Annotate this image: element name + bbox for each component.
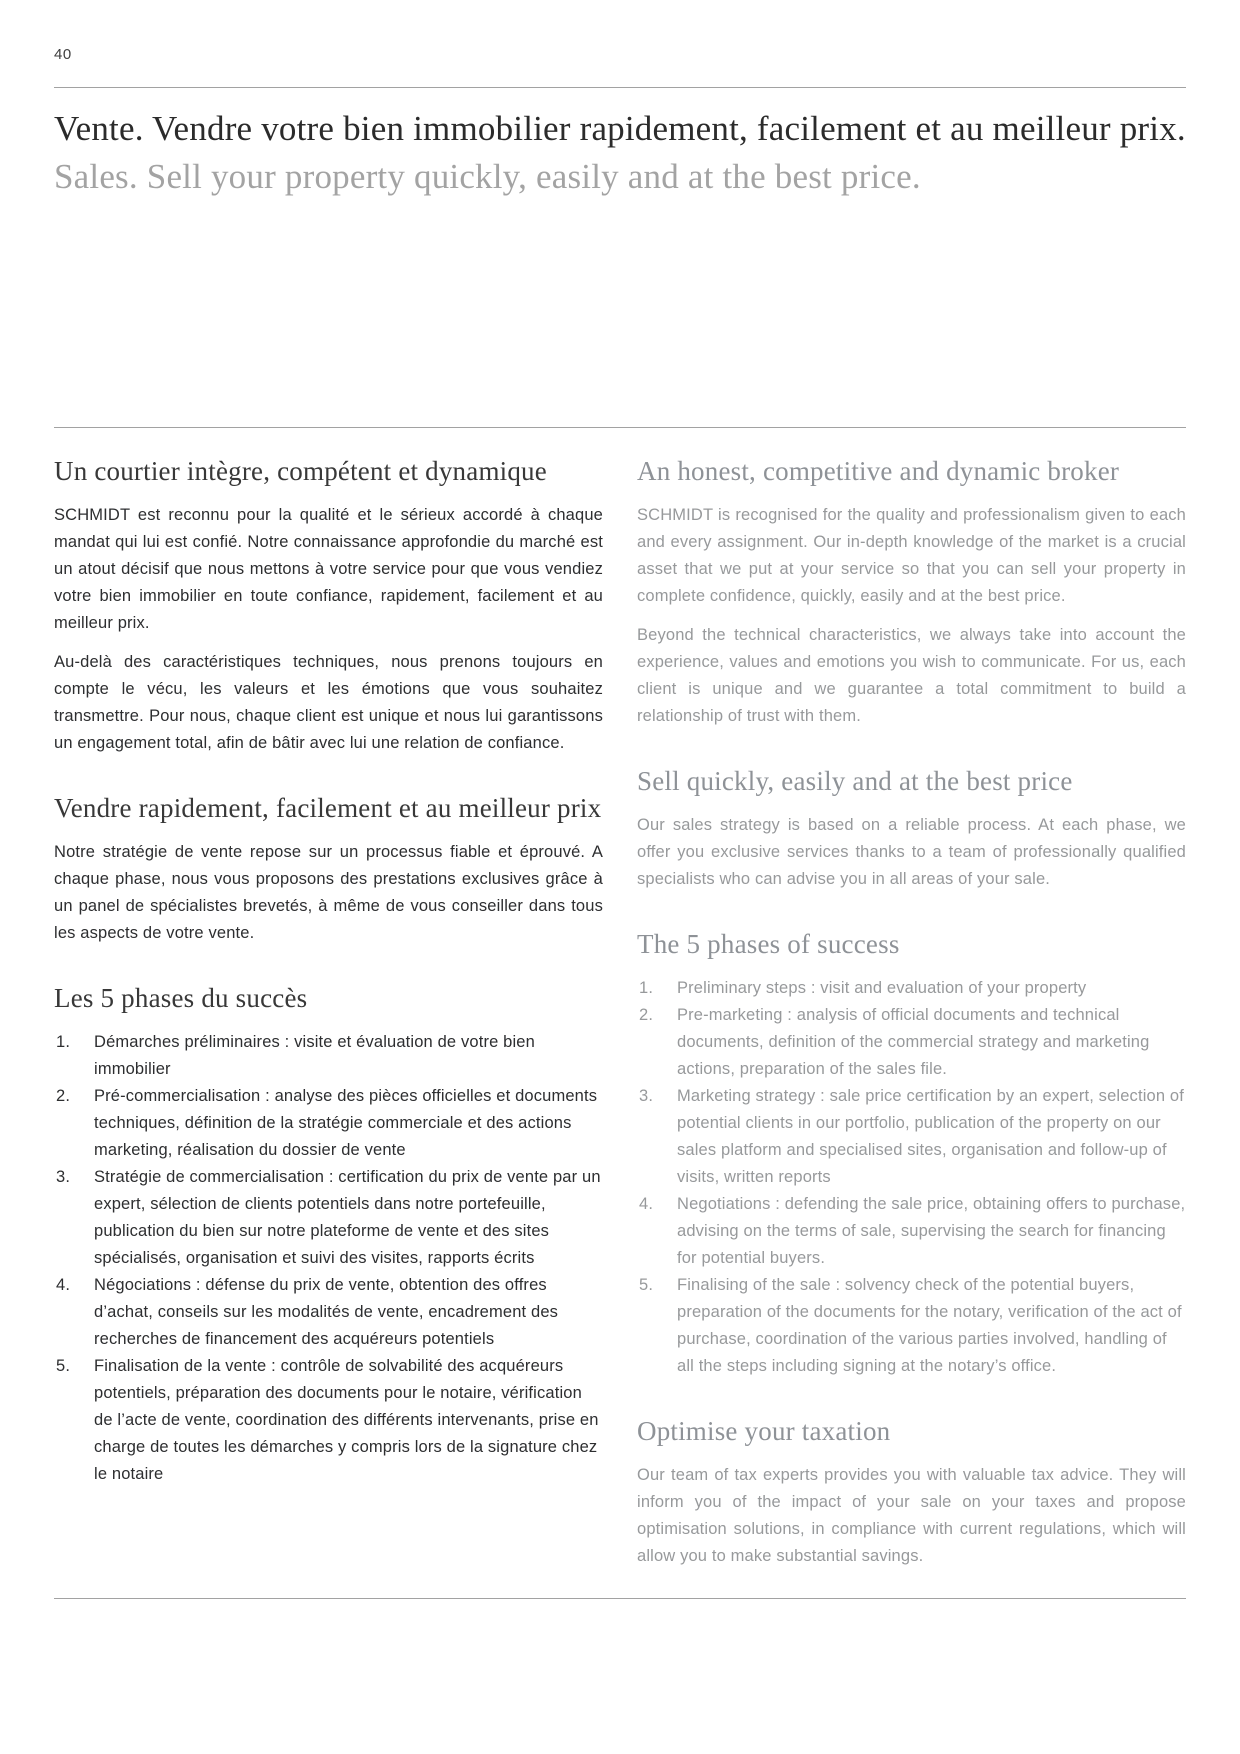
list-item-number: 1. — [56, 1033, 71, 1051]
list-item-text: Finalising of the sale : solvency check of the potential buyers, preparation of the documents for the notary, verification of the act of purchase, coordination of the various parties involved, handling of all the steps including signing at the notary’s office. — [677, 1276, 1182, 1375]
bottom-rule — [54, 1598, 1186, 1599]
list-item — [54, 1083, 603, 1164]
list-item-number: 5. — [639, 1276, 654, 1294]
divider-rule — [54, 427, 1186, 428]
paragraph: SCHMIDT is recognised for the quality and professionalism given to each and every assignment. Our in-depth knowledge of the market is a crucial asset that we put at your service so that you can sell your property in complete confidence, quickly, easily and at the best price. — [637, 506, 1186, 605]
list-item-number: 3. — [56, 1168, 71, 1186]
paragraph: Our team of tax experts provides you with valuable tax advice. They will inform you of the impact of your sale on your taxes and propose optimisation solutions, in compliance with current regulations, which will allow you to make substantial savings. — [637, 1466, 1186, 1565]
section-heading: Vendre rapidement, facilement et au meilleur prix — [54, 793, 602, 823]
list-item-text: Finalisation de la vente : contrôle de solvabilité des acquéreurs potentiels, préparation des documents pour le notaire, vérification de l’acte de vente, coordination des différents intervenants, prise en charge de toutes les démarches y compris lors de la signature chez le notaire — [94, 1357, 599, 1483]
top-rule — [54, 87, 1186, 88]
list-item-number: 4. — [56, 1276, 71, 1294]
section-broker-fr — [54, 454, 603, 757]
list-item-text: Stratégie de commercialisation : certification du prix de vente par un expert, sélection de clients potentiels dans notre portefeuille, publication du bien sur notre plateforme de vente et des sites spécialisés, organisation et suivi des visites, rapports écrits — [94, 1168, 601, 1267]
paragraph: Beyond the technical characteristics, we always take into account the experience, values and emotions you wish to communicate. For us, each client is unique and we guarantee a total commitment to build a relationship of trust with them. — [637, 626, 1186, 725]
section-taxation-en — [637, 1414, 1186, 1570]
list-item-text: Négociations : défense du prix de vente, obtention des offres d’achat, conseils sur les modalités de vente, encadrement des recherches de financement des acquéreurs potentiels — [94, 1276, 559, 1348]
list-item — [637, 1191, 1186, 1272]
section-sell-fr — [54, 791, 603, 947]
section-heading: An honest, competitive and dynamic broker — [637, 456, 1120, 486]
list-item-text: Pre-marketing : analysis of official documents and technical documents, definition of the commercial strategy and marketing actions, preparation of the sales file. — [677, 1006, 1150, 1078]
section-phases-fr — [54, 981, 603, 1488]
paragraph: Our sales strategy is based on a reliable process. At each phase, we offer you exclusive services thanks to a team of professionally qualified specialists who can advise you in all areas of your sale. — [637, 816, 1186, 888]
list-item-number: 4. — [639, 1195, 654, 1213]
list-item — [637, 975, 1186, 1002]
list-item — [637, 1083, 1186, 1191]
list-item-number: 2. — [639, 1006, 654, 1024]
list-item — [637, 1272, 1186, 1380]
section-broker-en — [637, 454, 1186, 730]
list-item — [54, 1272, 603, 1353]
list-item — [54, 1164, 603, 1272]
list-item-text: Pré-commercialisation : analyse des pièces officielles et documents techniques, définition de la stratégie commerciale et des actions marketing, réalisation du dossier de vente — [94, 1087, 598, 1159]
two-column-body — [54, 454, 1186, 1570]
section-heading: Sell quickly, easily and at the best price — [637, 766, 1073, 796]
list-item-text: Negotiations : defending the sale price, obtaining offers to purchase, advising on the terms of sale, supervising the search for financing for potential buyers. — [677, 1195, 1186, 1267]
section-heading: Optimise your taxation — [637, 1416, 891, 1446]
list-item — [54, 1029, 603, 1083]
list-item-text: Preliminary steps : visit and evaluation of your property — [677, 979, 1087, 997]
section-heading: Les 5 phases du succès — [54, 983, 308, 1013]
section-heading: Un courtier intègre, compétent et dynamique — [54, 456, 547, 486]
list-item-number: 2. — [56, 1087, 71, 1105]
column-french — [54, 454, 603, 1570]
list-item-number: 1. — [639, 979, 654, 997]
phase-list-en — [637, 975, 1186, 1380]
section-sell-en — [637, 764, 1186, 893]
page-title-en: Sales. Sell your property quickly, easily and at the best price. — [54, 157, 921, 196]
list-item — [54, 1353, 603, 1488]
paragraph: Notre stratégie de vente repose sur un processus fiable et éprouvé. A chaque phase, nous vous proposons des prestations exclusives grâce à un panel de spécialistes brevetés, à même de vous conseiller dans tous les aspects de votre vente. — [54, 843, 603, 942]
list-item-number: 5. — [56, 1357, 71, 1375]
list-item-number: 3. — [639, 1087, 654, 1105]
section-phases-en — [637, 927, 1186, 1380]
phase-list-fr — [54, 1029, 603, 1488]
page-header — [54, 107, 1186, 199]
paragraph: SCHMIDT est reconnu pour la qualité et le sérieux accordé à chaque mandat qui lui est confié. Notre connaissance approfondie du marché est un atout décisif que nous mettons à votre service pour que vous vendiez votre bien immobilier en toute confiance, rapidement, facilement et au meilleur prix. — [54, 506, 603, 632]
paragraph: Au-delà des caractéristiques techniques, nous prenons toujours en compte le vécu, les valeurs et les émotions que vous souhaitez transmettre. Pour nous, chaque client est unique et nous lui garantissons un engagement total, afin de bâtir avec lui une relation de confiance. — [54, 653, 603, 752]
list-item — [637, 1002, 1186, 1083]
page-title-fr: Vente. Vendre votre bien immobilier rapidement, facilement et au meilleur prix. — [54, 109, 1186, 148]
section-heading: The 5 phases of success — [637, 929, 900, 959]
page-number: 40 — [54, 46, 72, 63]
list-item-text: Démarches préliminaires : visite et évaluation de votre bien immobilier — [94, 1033, 535, 1078]
column-english — [637, 454, 1186, 1570]
list-item-text: Marketing strategy : sale price certification by an expert, selection of potential clients in our portfolio, publication of the property on our sales platform and specialised sites, organisation and follow-up of visits, written reports — [677, 1087, 1184, 1186]
